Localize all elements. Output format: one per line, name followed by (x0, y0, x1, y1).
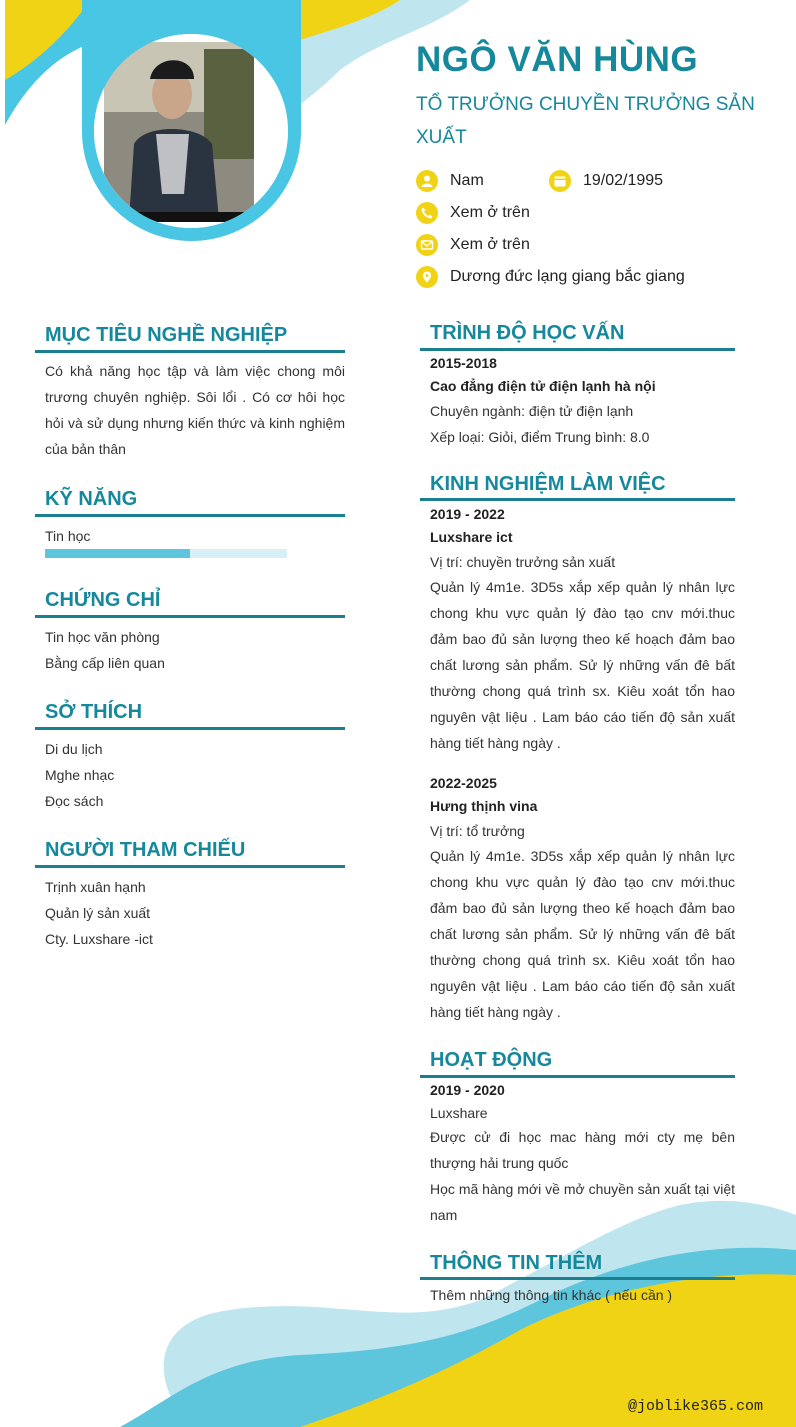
job-description: Quản lý 4m1e. 3D5s xắp xếp quản lý nhân lực chong khu vực quản lý đào tạo cnv mới.thuc đảm bao đủ sản lượng theo kế hoạch đảm bao chất lương sản phẩm. Sử lý những vấn đê bất thường chong quá trình sx. Kiêu xoát tổn hao nguyên vật liệu . Lam báo cáo tiến độ sản xuất hàng tiết hàng ngày . (430, 848, 735, 1020)
reference-item: Cty. Luxshare -ict (45, 931, 153, 947)
certificates-divider (35, 615, 345, 618)
birthdate-value: 19/02/1995 (583, 172, 664, 189)
hobbies-divider (35, 727, 345, 730)
education-grade: Xếp loại: Giỏi, điểm Trung bình: 8.0 (430, 429, 650, 445)
user-icon (416, 170, 438, 192)
certificates-title: CHỨNG CHỈ (45, 589, 161, 611)
education-title: TRÌNH ĐỘ HỌC VẤN (430, 322, 625, 344)
avatar (94, 34, 288, 228)
phone-value: Xem ở trên (450, 204, 530, 221)
location-pin-icon (416, 266, 438, 288)
references-title: NGƯỜI THAM CHIẾU (45, 839, 246, 861)
address-row (416, 266, 685, 288)
education-school: Cao đẳng điện tử điện lạnh hà nội (430, 378, 656, 394)
experience-title: KINH NGHIỆM LÀM VIỆC (430, 473, 666, 495)
candidate-name: NGÔ VĂN HÙNG (416, 40, 699, 79)
watermark: @joblike365.com (628, 1398, 764, 1415)
education-divider (420, 348, 735, 351)
skill-name: Tin học (45, 528, 91, 544)
additional-info-title: THÔNG TIN THÊM (430, 1252, 603, 1274)
references-divider (35, 865, 345, 868)
hobby-item: Đọc sách (45, 793, 104, 809)
experience-divider (420, 498, 735, 501)
activity-period: 2019 - 2020 (430, 1082, 505, 1098)
birthdate-row (549, 170, 663, 192)
activity-org: Luxshare (430, 1105, 488, 1121)
activity-item: Được cử đi học mac hàng mới cty mẹ bên thượng hải trung quốc (430, 1129, 735, 1171)
job-period: 2019 - 2022 (430, 506, 505, 522)
reference-item: Trịnh xuân hạnh (45, 879, 146, 895)
address-value: Dương đức lạng giang bắc giang (450, 268, 685, 285)
certificate-item: Bằng cấp liên quan (45, 655, 165, 671)
calendar-icon (549, 170, 571, 192)
phone-icon (416, 202, 438, 224)
job-position: Vị trí: chuyền trưởng sản xuất (430, 554, 616, 570)
activity-item: Học mã hàng mới về mở chuyền sản xuất tại việt nam (430, 1181, 735, 1223)
job-company: Hưng thịnh vina (430, 798, 538, 814)
phone-row (416, 202, 530, 224)
job-title: TỔ TRƯỞNG CHUYỀN TRƯỞNG SẢN XUẤT (416, 94, 755, 148)
education-major: Chuyên ngành: điện tử điện lạnh (430, 403, 634, 419)
objective-text: Có khả năng học tập và làm việc chong môi trương chuyên nghiệp. Sôi lổi . Có cơ hôi học hỏi và sử dụng nhưng kiến thức và kinh nghiệm của bản thân (45, 363, 345, 457)
additional-info-divider (420, 1277, 735, 1280)
job-position: Vị trí: tổ trưởng (430, 823, 525, 839)
job-company: Luxshare ict (430, 529, 513, 545)
job-period: 2022-2025 (430, 775, 497, 791)
hobbies-title: SỞ THÍCH (45, 701, 143, 723)
gender-row (416, 170, 484, 192)
objective-divider (35, 350, 345, 353)
certificate-item: Tin học văn phòng (45, 629, 160, 645)
gender-value: Nam (450, 172, 484, 189)
email-row (416, 234, 530, 256)
objective-title: MỤC TIÊU NGHỀ NGHIỆP (45, 324, 288, 346)
skills-divider (35, 514, 345, 517)
additional-info-text: Thêm những thông tin khác ( nếu cần ) (430, 1287, 673, 1303)
skill-bar-fill (45, 549, 190, 558)
hobby-item: Di du lịch (45, 741, 103, 757)
skills-title: KỸ NĂNG (45, 488, 138, 510)
hobby-item: Mghe nhạc (45, 767, 115, 783)
reference-item: Quản lý sản xuất (45, 905, 151, 921)
job-description: Quản lý 4m1e. 3D5s xắp xếp quản lý nhân lực chong khu vực quản lý đào tạo cnv mới.thuc đảm bao đủ sản lượng theo kế hoạch đảm bao chất lương sản phẩm. Sử lý những vấn đê bất thường chong quá trình sx. Kiêu xoát tổn hao nguyên vật liệu . Lam báo cáo tiến độ sản xuất hàng tiết hàng ngày . (430, 579, 735, 751)
activities-divider (420, 1075, 735, 1078)
activities-title: HOẠT ĐỘNG (430, 1049, 553, 1071)
email-icon (416, 234, 438, 256)
education-period: 2015-2018 (430, 355, 497, 371)
email-value: Xem ở trên (450, 236, 530, 253)
